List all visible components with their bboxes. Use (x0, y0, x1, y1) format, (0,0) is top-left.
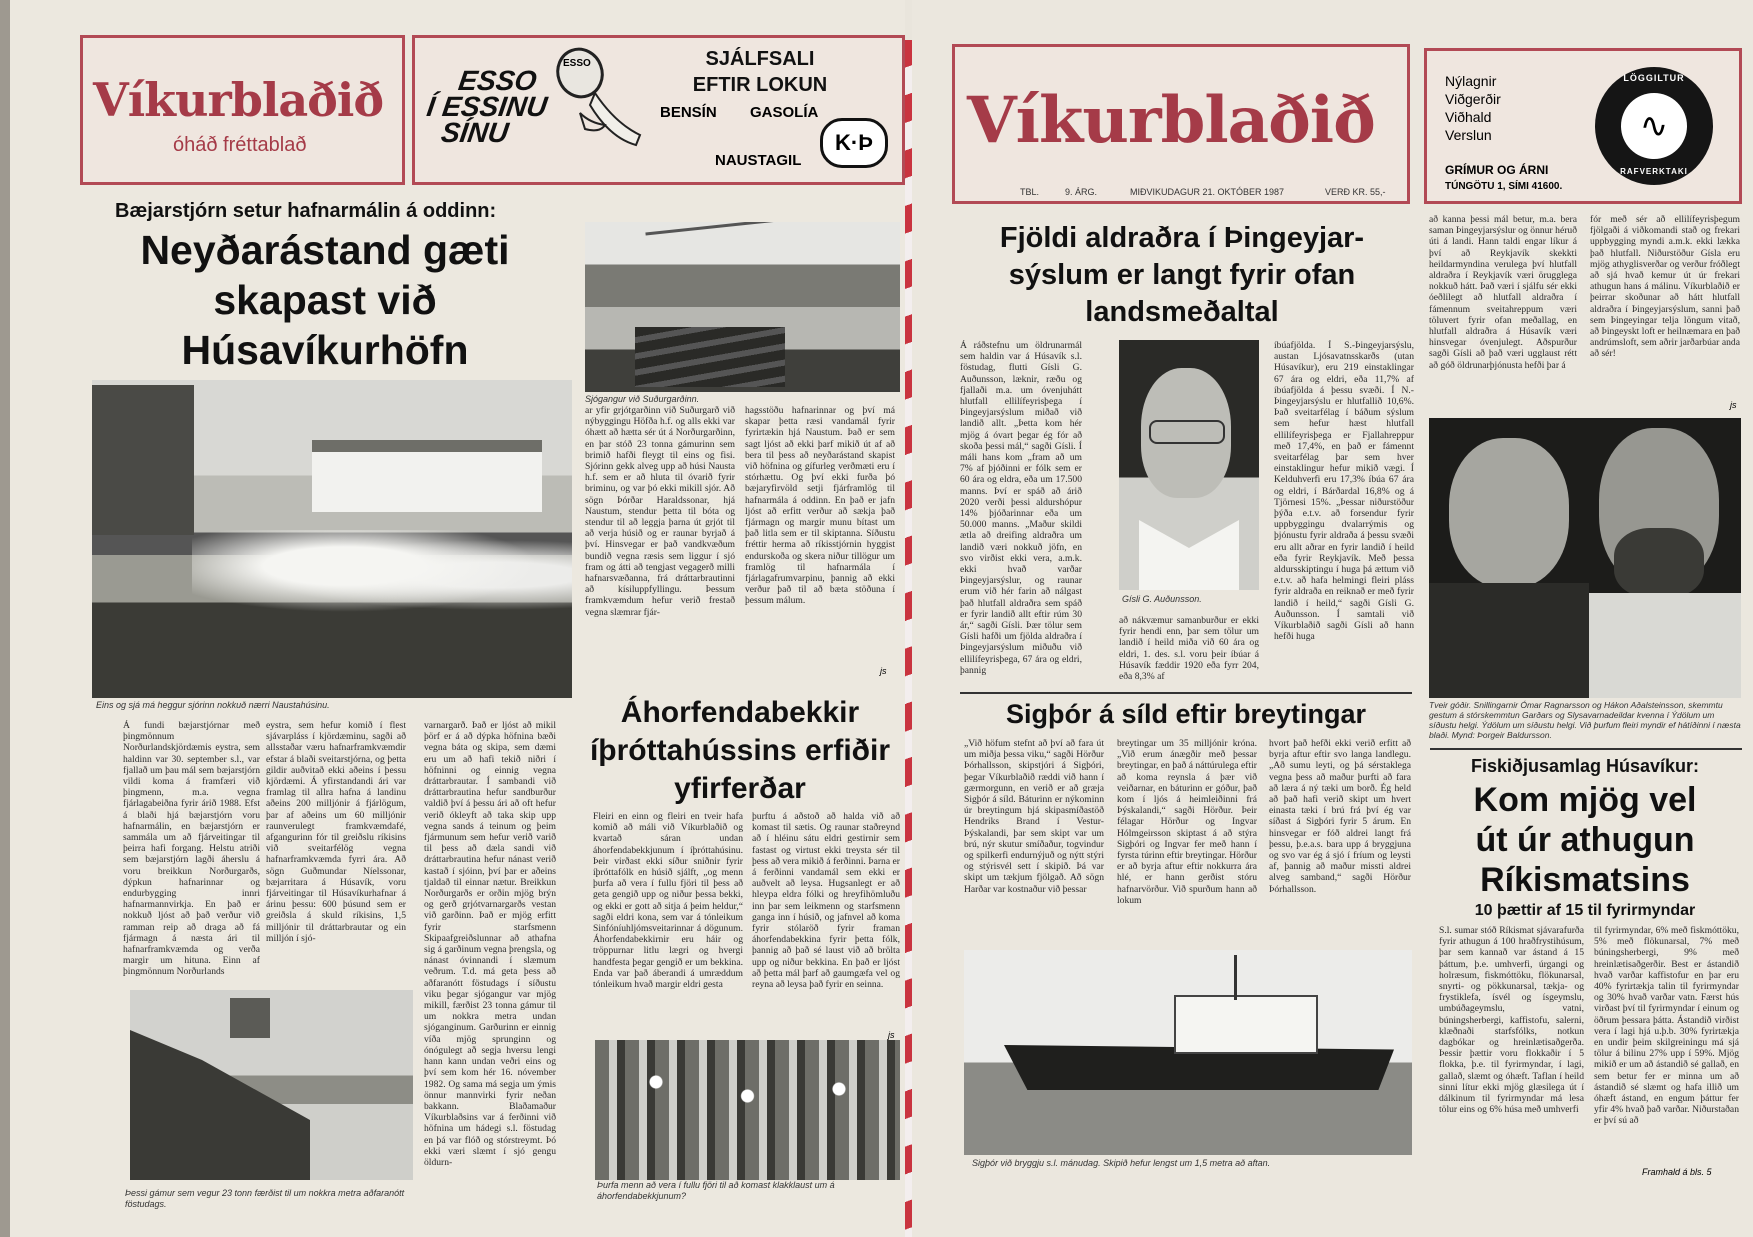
container-photo-caption: Þessi gámur sem vegur 23 tonn færðist til um nokkra metra aðfaranótt föstudags. (125, 1188, 405, 1209)
story1-headline-3: Húsavíkurhöfn (181, 327, 469, 373)
story5-kicker: Fiskiðjusamlag Húsavíkur: (1470, 756, 1700, 776)
photo-waves (192, 530, 572, 620)
entertainers-photo (1429, 418, 1741, 698)
binding-shadow (0, 0, 10, 1237)
story4-col-b: breytingar um 35 milljónir króna. „Við erum ánægðir með þessar breytingar, en það á náttúrulega eftir að koma reynsla á þær við veiðarnar, en báturinn er góður, það kom í ljós á heimleiðinni frá Þýskalandi,“ sagði Hörður. Þeir félagar Hörður og Ingvar Hólmgeirsson skiptast á að stýra Sigþóri og Ingvar fer með hann í fyrsta túrinn eftir breytingar. Hörður er að byrja aftur eftir nokkurra ára hlé, er hann gerðist stóru hafnarvörður. Við spurðum hann að lokum (1117, 738, 1257, 906)
ad-line1: Nýlagnir (1445, 73, 1497, 89)
harbour-photo-caption: Eins og sjá má heggur sjórinn nokkuð nærri Naustahúsinu. (96, 700, 330, 710)
right-masthead (952, 44, 1410, 204)
story5-headline-1: Kom mjög vel (1473, 781, 1697, 819)
story4-col-c: hvort það hefði ekki verið erfitt að byrja aftur eftir svo langa landlegu. „Að sumu leyti, og þá sérstaklega vegna þess að maður þurfti að fara að læra á ný tæki um borð. Ég held að það hafi verið skipt um hvert einasta tæki í brú frá því ég var síðast á Sigþóri fyrir 5 árum. En hinsvegar er fóð aldrei langt frá þessu, þ.e.a.s. bara upp á bryggjuna og svo var ég á sjó í fríum og leysti af, þannig að maður missti aldrei alveg samband,“ sagði Hörður Þórhallsson. (1269, 738, 1411, 895)
right-page (912, 0, 1753, 1237)
photo-building-left (92, 385, 194, 535)
photo-breakwater (635, 327, 785, 387)
seal-inner: ∿ (1621, 93, 1687, 159)
masthead-tagline: óháð fréttablað (173, 134, 307, 156)
story1-col2: eystra, sem hefur komið í flest sjávarpláss í kjördæminu, sagði að allsstaðar væru hafnarframkvæmdir efstar á blaði sveitarstjórna, og þetta gildir auðvitað ekki aðeins í þessu kjördæmi. Á yfirstandandi ári var framlag til allra hafna á landinu aðeins 200 milljónir á fjárlögum, þar af aðeins um 60 milljónir raunverulegt framkvæmdafé, afgangurinn fór til greiðslu ríkisins við sveitarfélög vegna hafnarframkvæmda fyrri ára. Að sögn Guðmundar Níelssonar, bæjarritara á Húsavík, voru fjárveitingar til Húsavíkurhafnar á árinu þessu: 600 þúsund sem er greiðsla á skuld ríkisins, 1,5 milljónir til dráttarbrautar og ein milljón í sjó- (266, 720, 406, 944)
esso-location: NAUSTAGIL (715, 152, 802, 169)
ad-line4: Verslun (1445, 127, 1492, 143)
esso-fuel1: BENSÍN (660, 104, 717, 121)
story3-right-col-b: fór með sér að ellilífeyrisþegum fjölgaði á viðkomandi stað og frekari uppbygging myndi a.m.k. ekki lækka það hlutfall. Niðurstöður Gísla eru mjög athyglisverðar og verður fróðlegt að sjá hvað kemur út úr frekari athugun hans á málinu. Víkurblaðið er þeirrar skoðunar að hátt hlutfall aldraðra í Þingeyjarsýslum, sanni það sem Þingeyingar telja löngum vitað, að Þingeyskt loft er heilnæmara en það andrúmsloft, sem aðrir jarðarbúar anda að sér! (1590, 214, 1740, 360)
photo-pier (130, 1030, 310, 1180)
gisli-portrait (1119, 340, 1259, 590)
story3-col-b-bottom: að nákvæmur samanburður er ekki fyrir hendi enn, þar sem tölur um landið í heild miða við 60 ára og eldri, 1. des. s.l. voru þeir íbúar á Húsavík fæddir 1920 eða fyrr 204, eða 8,3% af (1119, 615, 1259, 683)
ad-line3: Viðhald (1445, 109, 1492, 125)
entertainer-right-shirt (1589, 593, 1741, 698)
story2-headline-1: Áhorfendabekkir (620, 696, 860, 729)
story4-col-a: „Við höfum stefnt að því að fara út um miðja þessa viku,“ sagði Hörður Þórhallsson, skipstjóri á Sigþóri, þegar Víkurblaðið ræddi við hann í gærmorgunn, en verið er að græja Sigþór á síld. Báturinn er nýkominn úr breytingum hjá skipasmíðastöð Hendriks Brand í Vestur-Þýskalandi, þar sem skipt var um brú, nýr skutur smíðaður, togvindur og spilkerfi endurnýjuð og nýtt stýri og stýrisvél sett í skipið. Þá var skipt um tækjum fjölgað. Að sögn Harðar var kostnaður við þessar (964, 738, 1104, 895)
seal-bottom-text: RAFVERKTAKI (1620, 167, 1688, 176)
ship-photo-caption: Sigþór við bryggju s.l. mánudag. Skipið hefur lengst um 1,5 metra að aftan. (972, 1158, 1271, 1168)
story4-headline: Sigþór á síld eftir breytingar (1005, 699, 1367, 729)
story3-headline-2: sýslum er langt fyrir ofan (1008, 259, 1356, 291)
audience-photo (595, 1040, 900, 1180)
esso-slogan-line3: SÍNU (439, 117, 511, 148)
story4-rule (960, 692, 1412, 694)
entertainer-right-beard (1614, 528, 1704, 598)
left-page (10, 0, 905, 1237)
story1-kicker: Bæjarstjórn setur hafnarmálin á oddinn: (115, 200, 497, 222)
portrait-collar (1139, 520, 1239, 590)
right-masthead-logo: Víkurblaðið (967, 83, 1375, 158)
story3-signature: js (1730, 400, 1737, 410)
ship-mast (1234, 955, 1237, 1000)
story5-col-b: til fyrirmyndar, 6% með fiskmóttöku, 5% með flökunarsal, 7% með búningsherbergi, 9% með hreinlætisaðgerðir. Best er ástandið hvað varðar kaffistofur en þar eru 40% fyrirtækja talin til fyrirmyndar og 30% hvað varðar vatn. Færst hús virðast því til fyrirmyndar í einum og öðrum þessara þátta. Ástandið virðist vera í lagi hjá u.þ.b. 30% fyrirtækja en undir þeim skilgreiningu má sjá tölur á bilinu 27% upp í 59%. Mjög mikið er um að ástandið sé gallað, en sem betur fer er minna um að ástandið sé slæmt og hafa illið um óhæft ástand, en engum þáttur fer yfir 4% hvað það varðar. Niðurstaðan er því sú að (1594, 925, 1739, 1127)
masthead-volume: 9. ÁRG. (1065, 187, 1098, 197)
ship-photo (964, 950, 1412, 1155)
masthead-date: MIÐVIKUDAGUR 21. OKTÓBER 1987 (1130, 187, 1285, 197)
kp-logo (820, 118, 888, 168)
entertainer-left-suit (1429, 583, 1589, 698)
esso-ad (412, 35, 905, 185)
masthead-issue: TBL. (1020, 187, 1040, 197)
story2-signature: js (888, 1030, 895, 1040)
story3-headline-1: Fjöldi aldraðra í Þingeyjar- (999, 222, 1365, 254)
story3-headline-3: landsmeðaltal (1085, 296, 1279, 328)
story2-headline-2: íþróttahússins erfiðir (589, 734, 891, 767)
story3-col-b-top: íbúafjölda. Í S.-Þingeyjarsýslu, austan Ljósavatnsskarðs (utan Húsavíkur), eru 219 einstaklingar 67 ára og eldri, eða 11,7% af íbúafjölda á þessu svæði. Í N.-Þingeyjarsýslu er hlutfallið 10,6%. Það sveitarfélag í báðum sýslum sem hefur hæst hlutfall ellilífeyrisþega er Fjallahreppur með 17,4%, en það er fámennt sveitarfélag þar sem hver einstaklingur hefur mikið vægi. Í Kelduhverfi eru 17,3% íbúa 67 ára og eldri, í Bárðardal 16,8% og á Tjörnesi 15%. „Þessar niðurstöður þýða e.t.v. að forsendur fyrir uppbyggingu dvalarrýmis og þjónustu fyrir aldraða á þessu svæði eru allt aðrar en fyrir landið í heild eða fyrir Reykjavík. Með þessa aldursskiptingu í huga þá ættum við e.t.v. að hafa helmingi fleiri pláss fyrir aldraða en reiknað er með fyrir landið í heild,“ sagði Gísli G. Auðunsson. Í samtali við Víkurblaðið sagði Gísli að hann hefði huga (1274, 340, 1414, 643)
ad-line2: Viðgerðir (1445, 91, 1501, 107)
portrait-caption: Gísli G. Auðunsson. (1122, 594, 1202, 604)
story3-col-a: Á ráðstefnu um öldrunarmál sem haldin var á Húsavík s.l. föstudag, flutti Gísli G. Auðunsson, læknir, ræðu og fjallaði m.a. um óvenjuhátt hlutfall ellilífeyrisþega í Þingeyjarsýslum miðað við landið allt. „Þetta kom hér mjög á óvart þegar ég fór að skoða þessi mál,“ sagði Gísli. Í máli hans kom „fram að um 7% af þjóðinni er fólk sem er 60 ára og eldra, eða um 17.500 manns. Því er spáð að árið 2020 verði þessi aldurshópur 14% þjóðarinnar eða um 50.000 manns. „Maður skildi ætla að dreifing aldraðra um landið væri nokkuð jöfn, en svo virðist ekki vera, a.m.k. ekki hvað varðar Þingeyjarsýslur, og raunar erum við hér farin að nálgast það hlutfall aldraðra sem spáð er fyrir landið allt eftir rúm 30 ár,“ sagði Gísli. Þær tölur sem Gísli hafði um fjölda aldraðra í Þingeyjarsýslum miðuðu við ellilífeyrisþega, 67 ára og eldri, þannig (960, 340, 1082, 676)
story1-col3: varnargarð. Það er ljóst að mikil þörf er á að dýpka höfnina bæði vegna báta og skipa, sem dæmi eru um að hafi tekið niðri í höfninni og einnig vegna dráttarbrautar. Í sambandi við dráttarbrautina hefur sandburður valdið því á þessu ári að oft hefur verið ókleyft að taka skip upp vegna sands á teinum og þeim fjármunum sem hefur verið varið til þess að dæla sandi við dráttarbrautina hefur nánast verið kastað í sjóinn, því þar er aðeins tjaldað til einnar nætur. Breikkun Norðurgarðs er orðin mjög brýn og gerð grjótvarnargarðs vestan við garðinn. Það er mjög erfitt fyrir starfsmenn Skipaafgreiðslunnar að athafna sig á garðinum vegna þrengsla, og nánast óvinnandi í slæmum veðrum. T.d. má geta þess að aðfaranótt föstudags í síðustu viku þegar sjógangur var mjög mikill, færðist 23 tonna gámur til um nokkra metra undan sjóganginum. Garðurinn er einnig víða mjög sprunginn og ónógulegt að segja hversu lengi hann kann undan veðri eins og því sem kom hér 16. nóvember 1982. Og sama má segja um ýmis önnur mannvirki fyrir neðan bakkann. Blaðamaður Víkurblaðsins var á ferðinni við höfnina um hádegi s.l. föstudag en þá var flóð og stórstreymt. Þó ekki væri slæmt í sjó gengu öldurn- (424, 720, 556, 1168)
seal-top-text: LÖGGILTUR (1623, 73, 1685, 83)
south-pier-photo (585, 222, 900, 392)
photo-container-box (230, 998, 270, 1038)
story3-right-col-a: að kanna þessi mál betur, m.a. bera saman Þingeyjarsýslur og önnur héruð úti á landi. Hann taldi engar líkur á því að Reykjavík skekkti heildarmyndina verulega því hlutfall aldraðra í Reykjavík væri örugglega nokkuð hátt. Það væri í sjálfu sér ekki óeðlilegt að hlutfall aldraðra í fámennum sveitahreppum væri töluvert fyrir ofan meðallag, en hlutfall aldraðra á Húsavík væri hinsvegar óvenjulegt. Aðspurður sagði Gísli að það væri ugglaust rétt að góð öldrunarþjónusta hefði þar á (1429, 214, 1577, 371)
portrait-glasses (1149, 420, 1225, 444)
story5-headline-2: út úr athugun (1475, 821, 1695, 859)
story2-headline-3: yfirferðar (674, 772, 806, 805)
story1-continued-col-b: hagsstöðu hafnarinnar og því má skapar þetta ræsi vandamál fyrir fyrirtækin hjá Naustum. Það er sem sagt ljóst að ekki þarf mikið út af að bera til þess að neyðarástand skapist við höfnina og gífurleg verðmæti eru í stórhættu. Og því ekki furða þó bæjaryfirvöld setji fjárframlög til hafnarmála á oddinn. En það er jafn ljóst að erfitt verður að sækja það fjármagn og margir munu bítast um það litla sem er til skiptanna. Síðustu fréttir herma að ríkisstjórnin hyggist endurskoða og skera niður tillögur um framlög til hafnarmála í fjárlagafrumvarpinu, þannig að ekki verður það til að bæta stöðuna í þessum málum. (745, 405, 895, 607)
entertainer-left (1449, 438, 1569, 588)
esso-slogan (422, 65, 553, 148)
story1-headline-2: skapast við (213, 277, 437, 323)
ship-superstructure (1174, 995, 1318, 1054)
story5-continued: Framhald á bls. 5 (1642, 1167, 1712, 1177)
audience-photo-caption: Þurfa menn að vera í fullu fjöri til að komast klakklaust um á áhorfendabekkjunum? (597, 1180, 835, 1201)
story1-continued-col-a: ar yfir grjótgarðinn við Suðurgarð við nýbyggingu Höfða h.f. og alls ekki var óhætt að hætta sér út á Norðurgarðinn, en þar stóð 23 tonna gámurinn sem brimið hafði fleygt til eins og fisi. Sjórinn gekk alveg upp að húsi Nausta h.f. sem er að hluta til óvarið fyrir briminu, og var þó ekki mikill sjór. Að sögn Þórðar Haraldssonar, hjá Naustum, stendur þetta til bóta og stendur til að leggja þarna út grjót til að verja húsið og er raunar byrjað á því. Hinsvegar er það vandkvæðum bundið vegna ræsis sem liggur í sjó fram og átti að tengjast vegagerð milli hafnarsvæðanna, frá dráttarbrautinni að kísiluppfyllingu. Þessum framkvæmdum hefur verið frestað vegna slæmrar fjár- (585, 405, 735, 618)
esso-slogan-line1: ESSO (456, 65, 539, 96)
story5-headline-3: Ríkismatsins (1480, 861, 1690, 899)
ad-names: GRÍMUR OG ÁRNI (1445, 163, 1549, 177)
story2-col-b: þurftu á aðstoð að halda við að komast til sætis. Og raunar staðreynd að í hléinu sátu eldri gestirnir sem fastast og virtust ekki treysta sér til þess að vera mikið á ferðinni. Þarna er á ferðinni vandamál sem ekki er auðvelt að leysa. Hugsanlegt er að hleypa eldra fólki og hreyfihömluðu inn þar sem leikmenn og starfsmenn ganga inn í húsið, og jafnvel að koma fyrir stólaröð fyrir framan áhorfendabekkina fyrir þetta fólk, þannig að það sé laust við að brölta upp og niður bekkina. En það er ljóst að þetta mál þarf að gaumgæfa vel og reyna að leysa það fyrir en seinna. (752, 811, 900, 991)
kp-logo-text: K·Þ (835, 130, 873, 155)
story5-rule (1430, 748, 1742, 750)
south-pier-caption: Sjógangur við Suðurgarðinn. (585, 394, 700, 404)
ad-address: TÚNGÖTU 1, SÍMI 41600. (1445, 181, 1563, 192)
esso-line2: EFTIR LOKUN (692, 74, 828, 96)
esso-can-label: ESSO (563, 58, 591, 69)
container-photo (130, 990, 413, 1180)
harbour-house-photo (92, 380, 572, 698)
entertainers-caption: Tveir góðir. Snillingarnir Ómar Ragnarsson og Hákon Aðalsteinsson, skemmtu gestum á stórskemmtun Garðars og Slysavarnadeildar kvenna í Ýdölum um síðustu helgi. Ýdölum um síðustu helgi. Við þurfum fleiri myndir ef hátíðinni í næsta blaði. Mynd: Þorgeir Baldursson. (1429, 700, 1741, 740)
electrician-seal-icon (1595, 67, 1713, 185)
electrician-ad (1424, 48, 1742, 204)
oil-can-icon (540, 43, 650, 153)
esso-slogan-line2: Í ESSINU (424, 91, 550, 122)
story1-col1: Á fundi bæjarstjórnar með þingmönnum Norðurlandskjördæmis eystra, sem haldinn var 30. september s.l., var fjallað um þau mál sem bæjarstjórn vildi koma á framfæri við þingmenn, m.a. vegna fjárlagabeiðna fyrir árið 1988. Efst á blaði hjá bæjarstjórn voru hafnarmálin, en bæjarstjórn er sammála um að fjárveitingar til þeirra hafi forgang. Helstu atriði sem bæjarstjórn lagði áherslu á voru breikkun Norðurgarðs, dýpkun hafnarinnar og endurbygging innri hafnarmannvirkja. En það er nokkuð ljóst að það verður við ramman reip að draga að fá fjármagn á næsta ári til hafnarframkvæmda og verða margir um hituna. Einn af þingmönnum Norðurlands (123, 720, 260, 978)
esso-line1: SJÁLFSALI (705, 48, 815, 70)
masthead-logo: Víkurblaðið (93, 73, 383, 127)
masthead-price: VERÐ KR. 55,- (1325, 187, 1386, 197)
left-masthead (80, 35, 405, 185)
photo-crane (645, 222, 844, 235)
story1-headline-1: Neyðarástand gæti (140, 227, 510, 273)
story5-subhead: 10 þættir af 15 til fyrirmyndar (1474, 902, 1696, 919)
story5-col-a: S.l. sumar stóð Ríkismat sjávarafurða fyrir athugun á 100 hraðfrystihúsum, þar sem kannað var ástand á 15 þáttum, þ.e. umhverfi, úrgangi og holræsum, fiskmóttöku, flökunarsal, snyrti- og pökkunarsal, tækja- og frystiklefa, ísvél og ísgeymslu, umbúðageymslu, vatni, búningsherbergi, kaffistofu, salerni, klæðnaði starfsfólks, notkun dagbókar og hreinlætisaðgerða. Þessir þættir voru flokkaðir í 5 flokka, þ.e. til fyrirmyndar, í lagi, gallað, slæmt og óhæft. Taflan í heild sinni lítur ekki mjög glæsilega út í dálkinum til fyrirmyndar má lesa tölur eins og 6% húsa með umhverfi (1439, 925, 1584, 1116)
photo-building-right (312, 440, 542, 512)
story2-col-a: Fleiri en einn og fleiri en tveir hafa komið að máli við Víkurblaðið og kvartað sáran undan áhorfendabekkjunum í íþróttahúsinu. Þeir virðast ekki síður sniðnir fyrir íþróttafólk en húsið sjálft, „og menn þurfa að vera í fullu fjöri til þess að geta gengið upp og niður þessa bekki, og ekki er gott að sitja á þeim heldur,“ sagði eldri kona, sem var á tónleikum Sinfóníuhljómsveitarinnar á dögunum. Áhorfendabekkirnir eru háir og tröppurnar litlu lægri og hvergi handfesta þegar gengið er um bekkina. Enda var það áberandi á umræddum tónleikum hvað margir eldri gesta (593, 811, 743, 991)
story1-signature: js (880, 666, 887, 676)
esso-fuel2: GASOLÍA (750, 104, 819, 121)
